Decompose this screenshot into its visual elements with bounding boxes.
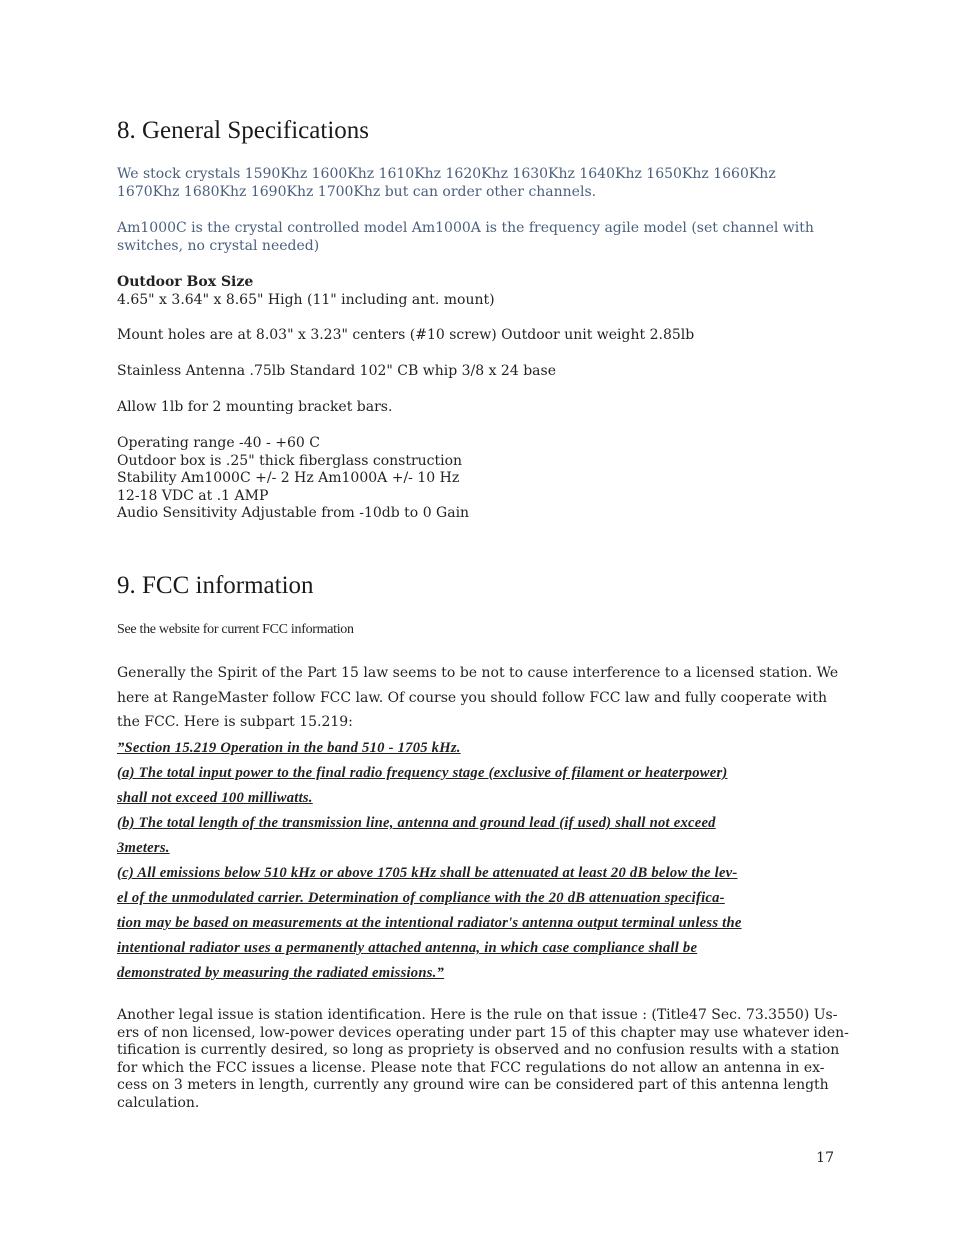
legal-line: tion may be based on measurements at the intentional radiator's antenna output terminal unless the xyxy=(117,915,742,931)
text-line: for which the FCC issues a license. Please note that FCC regulations do not allow an antenna in ex- xyxy=(117,1059,825,1076)
legal-line: (c) All emissions below 510 kHz or above 1705 kHz shall be attenuated at least 20 dB below the lev- xyxy=(117,865,738,881)
legal-line: (b) The total length of the transmission line, antenna and ground lead (if used) shall not exceed xyxy=(117,815,716,831)
text-line: here at RangeMaster follow FCC law. Of course you should follow FCC law and fully cooperate with xyxy=(117,689,827,706)
spec-line: Outdoor box is .25" thick fiberglass construction xyxy=(117,452,463,469)
fcc-intro-paragraph xyxy=(117,661,838,735)
text-line: ers of non licensed, low-power devices operating under part 15 of this chapter may use whatever iden- xyxy=(117,1024,849,1041)
text-line: 1670Khz 1680Khz 1690Khz 1700Khz but can order other channels. xyxy=(117,183,597,200)
text-line: We stock crystals 1590Khz 1600Khz 1610Khz 1620Khz 1630Khz 1640Khz 1650Khz 1660Khz xyxy=(117,166,776,182)
box-size-block xyxy=(117,274,495,309)
legal-line: shall not exceed 100 milliwatts. xyxy=(117,790,313,806)
text-line: cess on 3 meters in length, currently any ground wire can be considered part of this antenna length xyxy=(117,1077,829,1093)
page-number: 17 xyxy=(816,1150,834,1166)
box-size-value: 4.65" x 3.64" x 8.65" High (11" including ant. mount) xyxy=(117,291,495,308)
section-9-heading: 9. FCC information xyxy=(117,572,314,599)
section-15-219-quote xyxy=(117,736,742,986)
spec-line: Audio Sensitivity Adjustable from -10db to 0 Gain xyxy=(117,505,470,521)
spec-line: Stability Am1000C +/- 2 Hz Am1000A +/- 10 Hz xyxy=(117,470,460,486)
section-8-heading: 8. General Specifications xyxy=(117,117,369,144)
legal-line: ”Section 15.219 Operation in the band 510 - 1705 kHz. xyxy=(117,740,461,756)
text-line: switches, no crystal needed) xyxy=(117,237,320,254)
text-line: tification is currently desired, so long as propriety is observed and no confusion results with a station xyxy=(117,1042,840,1058)
antenna-text: Stainless Antenna .75lb Standard 102" CB whip 3/8 x 24 base xyxy=(117,363,556,379)
spec-line: Operating range -40 - +60 C xyxy=(117,435,320,451)
legal-line: 3meters. xyxy=(117,840,170,856)
identification-paragraph xyxy=(117,1007,849,1112)
text-line: Am1000C is the crystal controlled model Am1000A is the frequency agile model (set channel with xyxy=(117,220,814,236)
mount-holes-text: Mount holes are at 8.03" x 3.23" centers (#10 screw) Outdoor unit weight 2.85lb xyxy=(117,327,695,343)
legal-line: demonstrated by measuring the radiated emissions.” xyxy=(117,965,445,981)
spec-line: 12-18 VDC at .1 AMP xyxy=(117,487,269,504)
bracket-text: Allow 1lb for 2 mounting bracket bars. xyxy=(117,399,393,415)
website-note: See the website for current FCC information xyxy=(117,622,354,637)
legal-line: (a) The total input power to the final radio frequency stage (exclusive of filament or heaterpower) xyxy=(117,765,728,781)
crystals-paragraph xyxy=(117,166,776,201)
legal-line: intentional radiator uses a permanently attached antenna, in which case compliance shall be xyxy=(117,940,698,956)
models-paragraph xyxy=(117,220,814,255)
legal-line: el of the unmodulated carrier. Determination of compliance with the 20 dB attenuation specifica- xyxy=(117,890,725,906)
text-line: Generally the Spirit of the Part 15 law seems to be not to cause interference to a licensed station. We xyxy=(117,665,839,681)
box-size-title: Outdoor Box Size xyxy=(117,274,254,290)
text-line: Another legal issue is station identification. Here is the rule on that issue : (Title47 Sec. 73.3550) Us- xyxy=(117,1007,838,1023)
text-line: the FCC. Here is subpart 15.219: xyxy=(117,714,353,730)
specs-list xyxy=(117,435,469,523)
text-line: calculation. xyxy=(117,1094,200,1111)
